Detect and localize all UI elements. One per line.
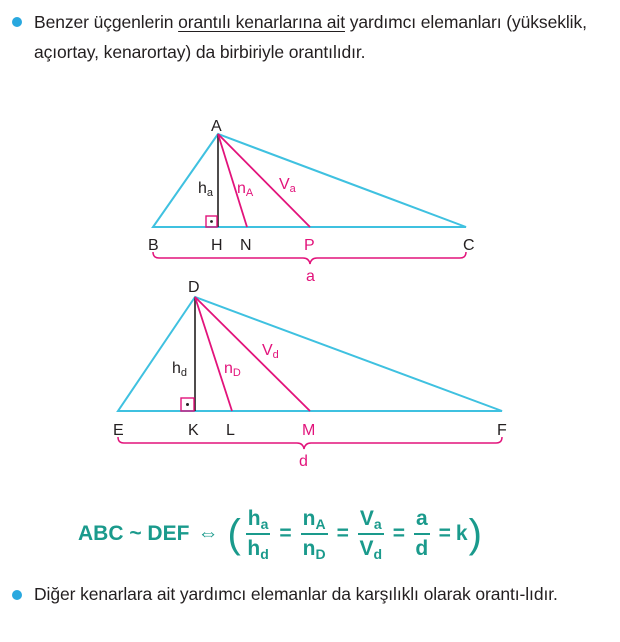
- bisector-label-nd: nD: [224, 360, 241, 379]
- ratio-sides: [414, 507, 430, 561]
- right-angle-dot-def: [186, 403, 189, 406]
- equals-sign: =: [438, 522, 451, 545]
- paragraph1-underlined-text: orantılı kenarlarına ait: [178, 12, 345, 32]
- formula-open-paren: (: [227, 512, 241, 556]
- formula-close-paren: ): [468, 512, 482, 556]
- ratio-medians-num: V: [359, 507, 374, 530]
- ratio-constant: k: [455, 522, 468, 545]
- equals-sign: =: [279, 522, 292, 545]
- implies-icon: ⇔: [197, 522, 219, 545]
- right-angle-dot-abc: [210, 220, 213, 223]
- height-label-ha: ha: [198, 180, 214, 199]
- foot-label-l: L: [226, 422, 235, 439]
- vertex-label-b: B: [148, 237, 159, 254]
- paragraph1-text-start: Benzer üçgenlerin: [34, 12, 179, 32]
- equals-sign: =: [392, 522, 405, 545]
- ratio-heights-den: h: [247, 537, 261, 560]
- ratio-sides-den: d: [415, 537, 429, 560]
- ratio-medians: [358, 507, 384, 561]
- foot-label-n: N: [240, 237, 252, 254]
- ratio-heights-num-sub: a: [260, 516, 269, 532]
- similarity-ratio-formula: [78, 502, 598, 566]
- vertex-label-e: E: [113, 422, 124, 439]
- bisector-label-na: nA: [237, 180, 254, 199]
- formula-lhs: ABC ~ DEF: [78, 522, 190, 545]
- median-label-va: Va: [279, 176, 296, 195]
- base-label-a: a: [306, 268, 315, 285]
- triangle-abc: [148, 118, 475, 285]
- ratio-bisectors-den-sub: D: [315, 546, 326, 562]
- median-line-def: [195, 297, 310, 411]
- vertex-label-a: A: [211, 118, 222, 135]
- median-label-vd: Vd: [262, 342, 279, 361]
- ratio-medians-den-sub: d: [373, 546, 383, 562]
- paragraph1-text-end: yardımcı elemanları (yükseklik, açıortay, kenarortay) da birbiriyle orantılıdır.: [34, 12, 587, 62]
- foot-label-k: K: [188, 422, 199, 439]
- ratio-bisectors: [301, 507, 328, 561]
- ratio-heights-num: h: [247, 507, 261, 530]
- triangle-def-sides: [118, 297, 502, 411]
- height-label-hd: hd: [172, 360, 188, 379]
- foot-label-m: M: [302, 422, 316, 439]
- ratio-medians-num-sub: a: [373, 516, 382, 532]
- triangle-def: [113, 279, 507, 470]
- paragraph-other-sides: Diğer kenarlara ait yardımcı elemanlar da karşılıklı olarak orantı-lıdır.: [34, 584, 558, 604]
- equals-sign: =: [336, 522, 349, 545]
- ratio-heights: [246, 507, 271, 561]
- ratio-sides-num: a: [414, 507, 430, 535]
- foot-label-h: H: [211, 237, 223, 254]
- ratio-heights-den-sub: d: [260, 546, 269, 562]
- base-label-d: d: [299, 453, 308, 470]
- ratio-bisectors-den: n: [302, 537, 316, 560]
- ratio-bisectors-num-sub: A: [315, 516, 326, 532]
- bullet-icon: [12, 590, 22, 600]
- vertex-label-f: F: [497, 422, 507, 439]
- vertex-label-c: C: [463, 237, 475, 254]
- ratio-bisectors-num: n: [302, 507, 316, 530]
- foot-label-p: P: [304, 237, 315, 254]
- vertex-label-d: D: [188, 279, 200, 296]
- ratio-medians-den: V: [359, 537, 374, 560]
